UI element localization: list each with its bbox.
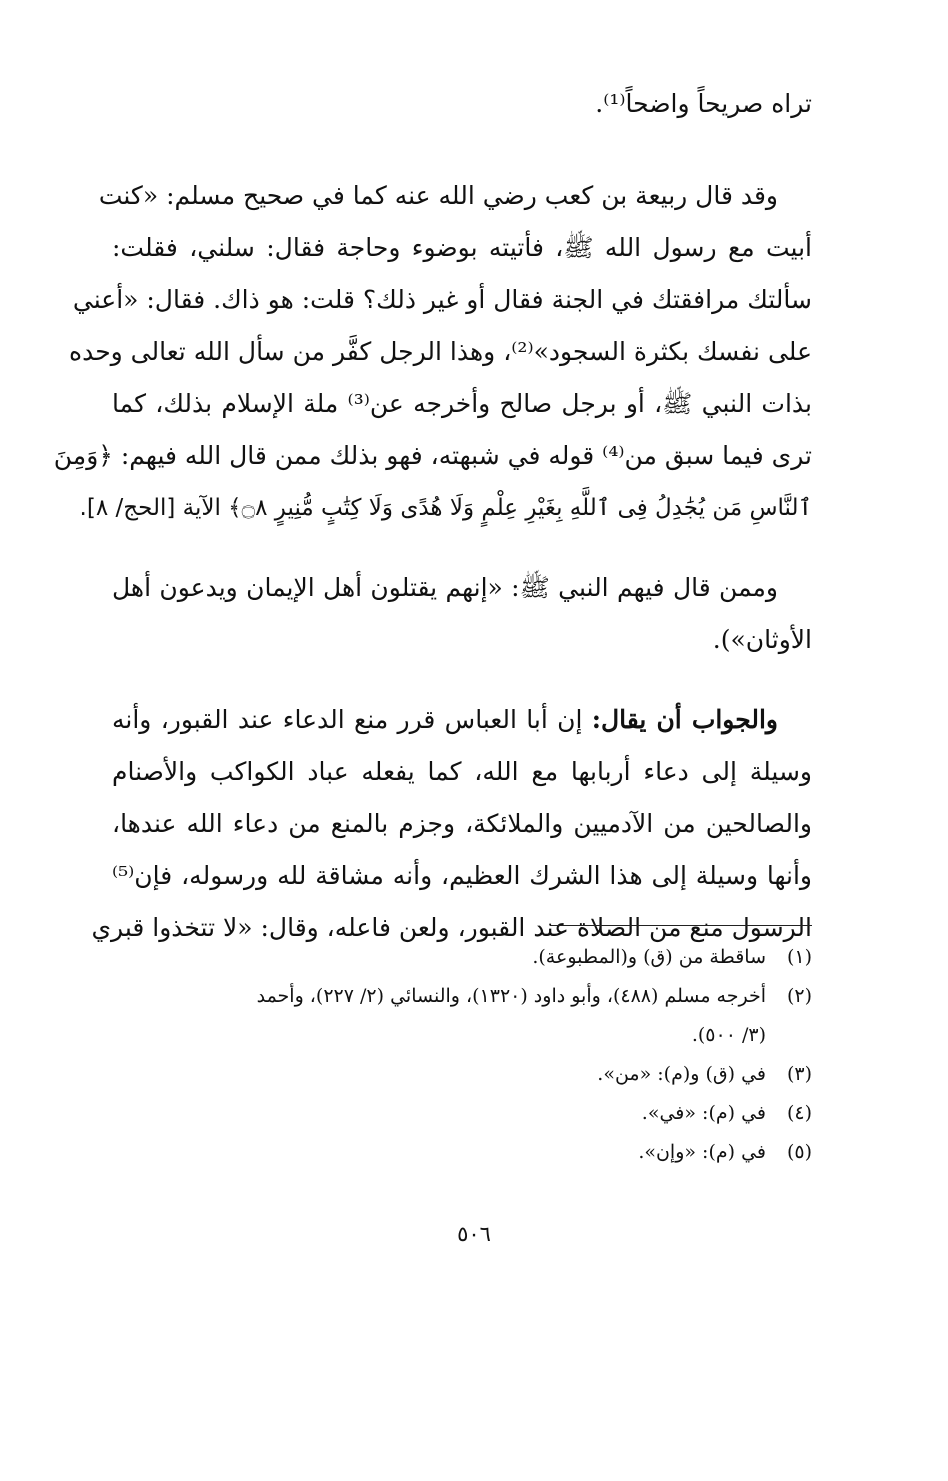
text-line: والصالحين من الآدميين والملائكة، وجزم بالمنع من دعاء الله عندها، (112, 809, 812, 838)
text-line: الرسول منع من الصلاة عند القبور، ولعن فاعله، وقال: «لا تتخذوا قبري (91, 913, 812, 942)
footnote-text: في (ق) و(م): «من». (597, 1063, 766, 1085)
footnote-number: (٢) (786, 985, 812, 1007)
footnote-text: ساقطة من (ق) و(المطبوعة). (532, 946, 766, 968)
text-line: ترى فيما سبق من⁽⁴⁾ قوله في شبهته، فهو بذلك ممن قال الله فيهم: ﴿وَمِنَ (53, 441, 812, 470)
footnote-text: أخرجه مسلم (٤٨٨)، وأبو داود (١٣٢٠)، والنسائي (٢/ ٢٢٧)، وأحمد (256, 985, 766, 1007)
footnote-2 (112, 977, 812, 1016)
page-body (53, 70, 812, 954)
text-line: على نفسك بكثرة السجود»⁽²⁾، وهذا الرجل كفَّر من سأل الله تعالى وحده (68, 337, 812, 366)
footnote-text: في (م): «وإن». (638, 1141, 766, 1163)
quran-verse-line: ٱلنَّاسِ مَن يُجَٰدِلُ فِى ٱللَّهِ بِغَيْرِ عِلْمٍ وَلَا هُدًى وَلَا كِتَٰبٍ مُّنِيرٍ ۝٨﴾ الآية [الحج/ ٨]. (79, 495, 812, 521)
text-line: تراه صريحاً واضحاً⁽¹⁾. (595, 89, 812, 118)
answer-line-rest: إن أبا العباس قرر منع الدعاء عند القبور، وأنه (112, 705, 592, 734)
text-line: سألتك مرافقتك في الجنة فقال أو غير ذلك؟ قلت: هو ذاك. فقال: «أعني (72, 285, 812, 314)
text-line: وأنها وسيلة إلى هذا الشرك العظيم، وأنه مشاقة لله ورسوله، فإن⁽⁵⁾ (112, 861, 812, 890)
footnote-number: (٥) (786, 1141, 812, 1163)
paragraph-3 (112, 562, 812, 666)
text-line: وسيلة إلى دعاء أربابها مع الله، كما يفعله عباد الكواكب والأصنام (112, 757, 812, 786)
footnote-1 (112, 938, 812, 977)
page-number: ٥٠٦ (457, 1222, 491, 1246)
text-line: الأوثان»). (712, 625, 812, 654)
footnote-number: (٣) (786, 1063, 812, 1085)
text-line: وممن قال فيهم النبي ﷺ: «إنهم يقتلون أهل الإيمان ويدعون أهل (112, 573, 778, 602)
text-line: بذات النبي ﷺ، أو برجل صالح وأخرجه عن⁽³⁾ ملة الإسلام بذلك، كما (112, 389, 812, 418)
paragraph-4 (91, 694, 812, 954)
footnotes (112, 938, 812, 1172)
answer-lead: والجواب أن يقال: (591, 705, 778, 734)
footnote-5 (112, 1133, 812, 1172)
text-line: وقد قال ربيعة بن كعب رضي الله عنه كما في صحيح مسلم: «كنت (98, 181, 778, 210)
footnote-number: (١) (786, 946, 812, 968)
footnote-4 (112, 1094, 812, 1133)
text-line: أبيت مع رسول الله ﷺ، فأتيته بوضوء وحاجة فقال: سلني، فقلت: (112, 233, 812, 262)
footnote-separator (550, 925, 812, 926)
footnote-text: في (م): «في». (641, 1102, 766, 1124)
text-line (112, 694, 812, 746)
footnote-3 (112, 1055, 812, 1094)
footnote-text-continued: (٣/ ٥٠٠). (691, 1024, 766, 1046)
paragraph-2 (53, 170, 812, 534)
paragraph-1 (112, 78, 812, 130)
footnote-number: (٤) (786, 1102, 812, 1124)
footnote-2-continued (112, 1016, 812, 1055)
